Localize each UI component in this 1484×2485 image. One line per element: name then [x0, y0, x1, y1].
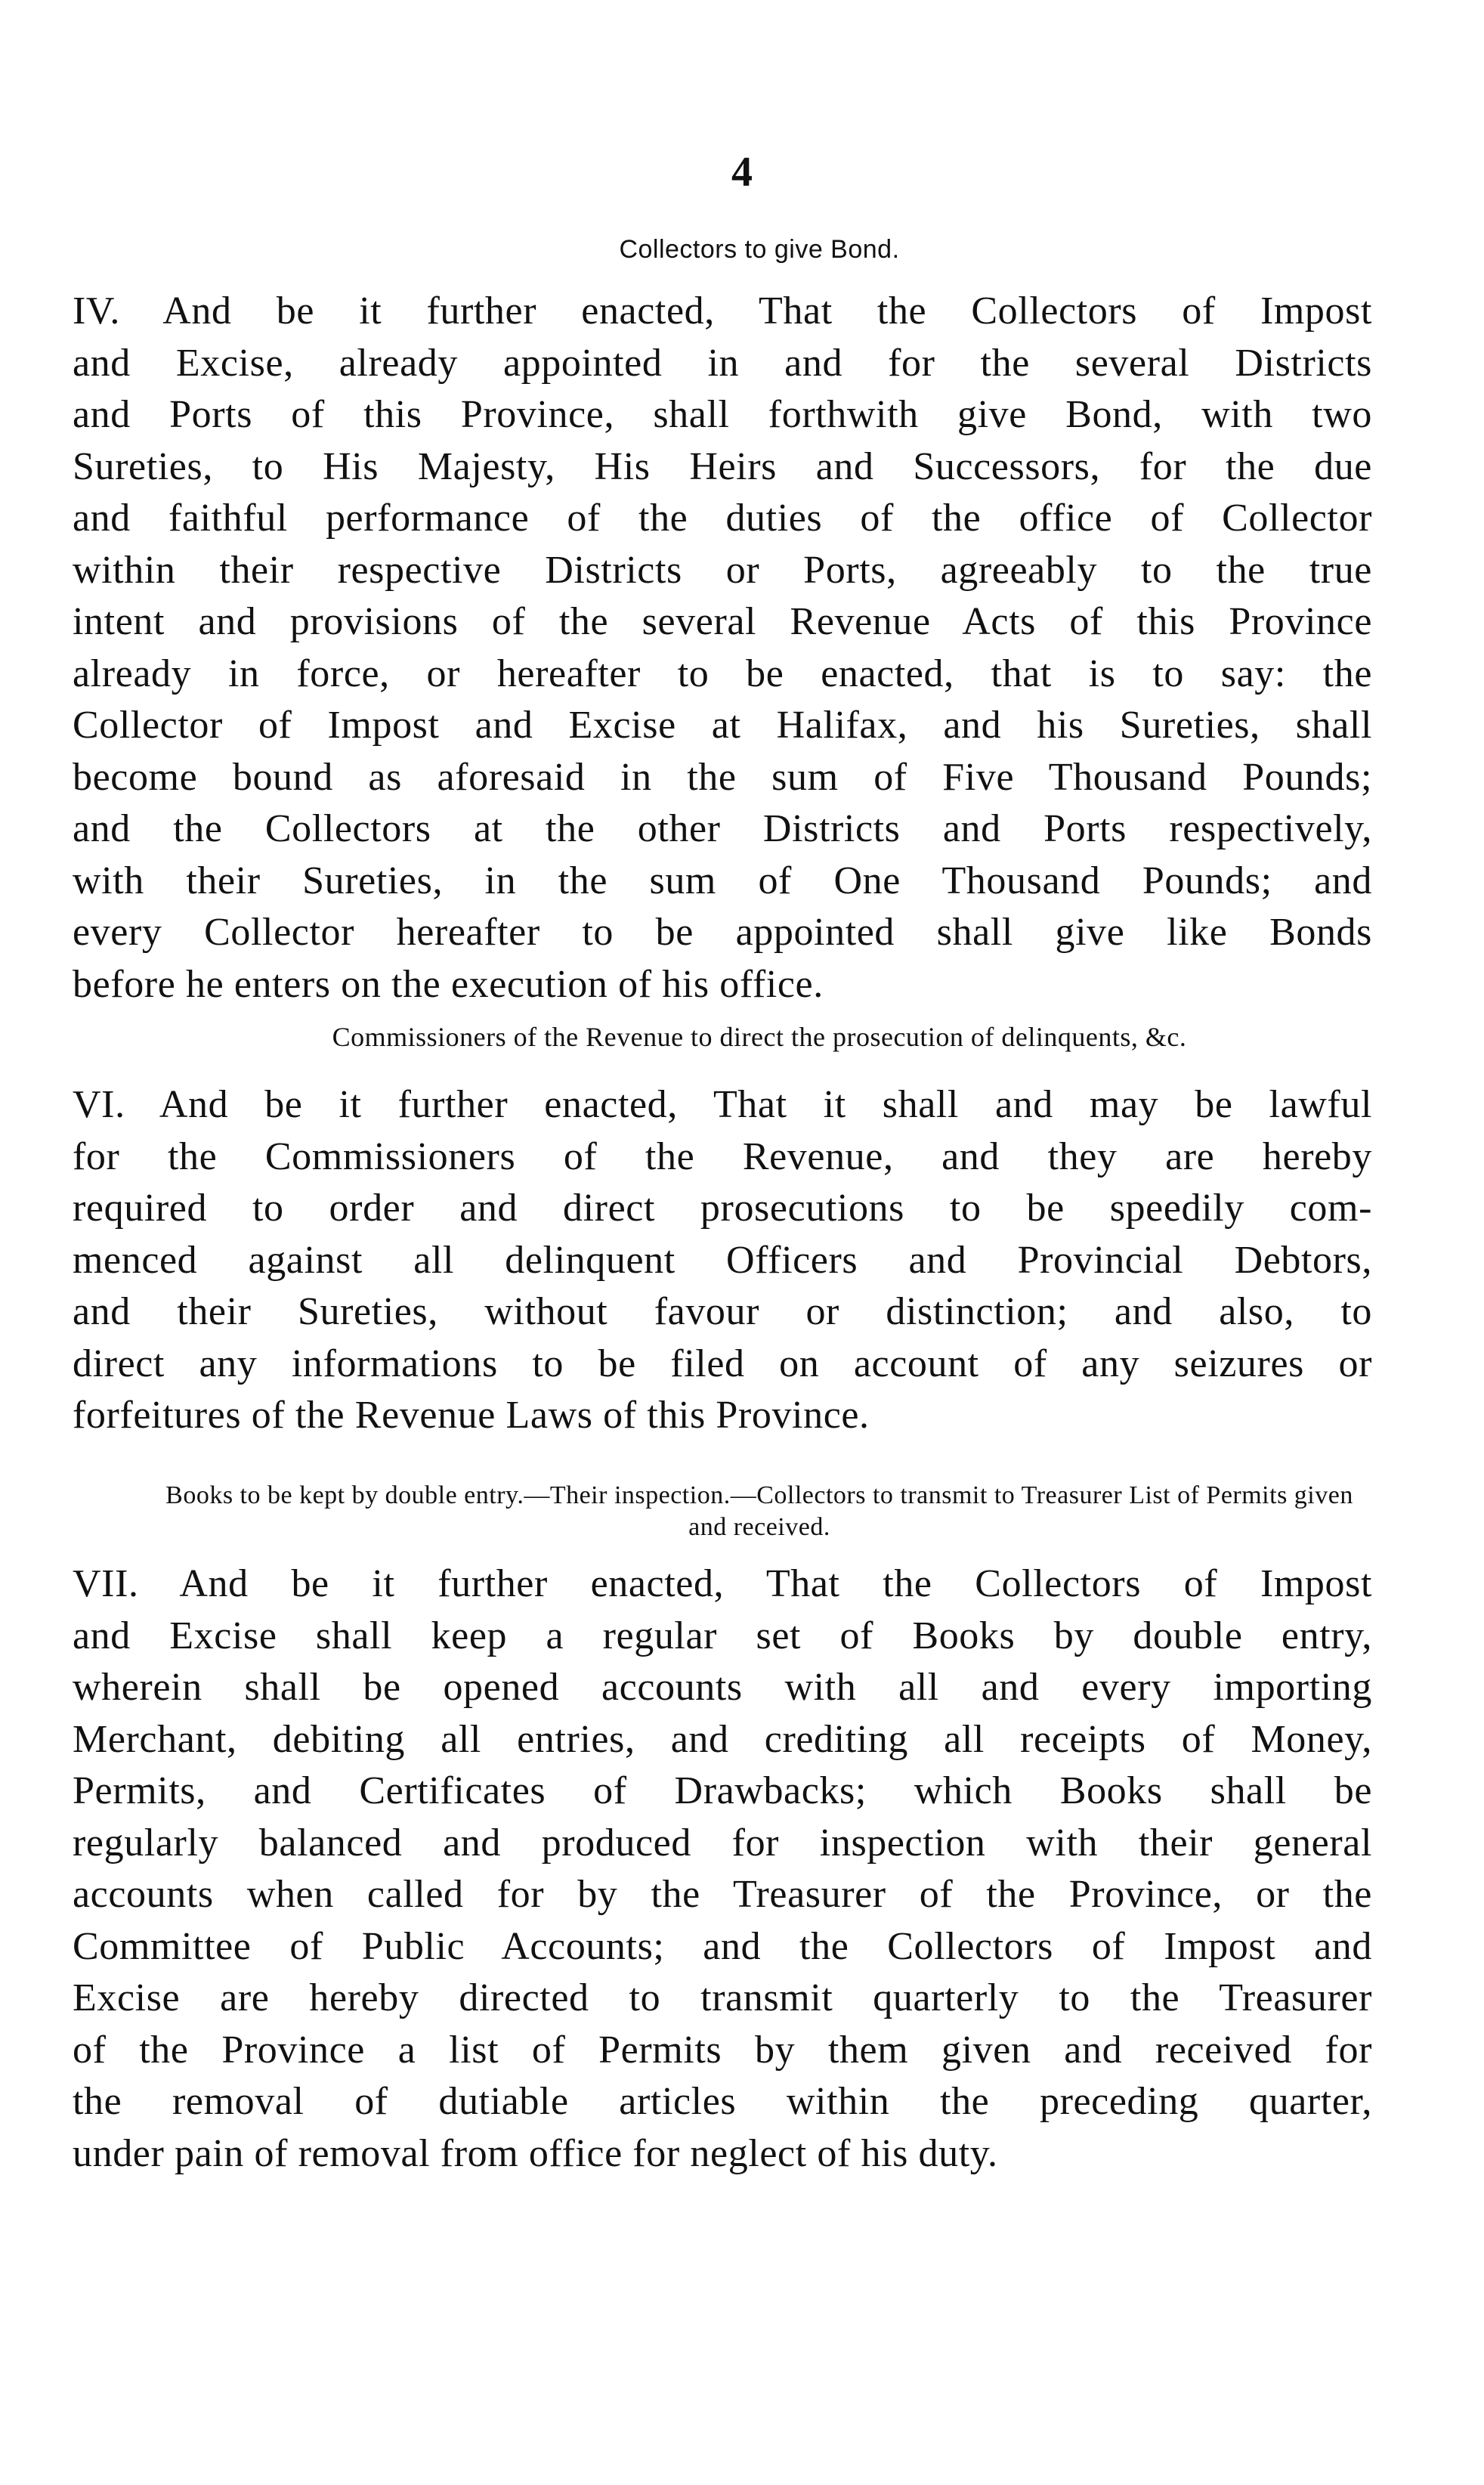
text-line: become bound as aforesaid in the sum of Five Thousand Pounds;	[73, 755, 1372, 799]
text-line: and Ports of this Province, shall forthwith give Bond, with two	[73, 393, 1372, 436]
text-line: menced against all delinquent Officers and Provincial Debtors,	[73, 1238, 1372, 1282]
text-line: and their Sureties, without favour or distinction; and also, to	[73, 1290, 1372, 1333]
text-line: before he enters on the execution of his office.	[73, 962, 824, 1006]
text-line: under pain of removal from office for neglect of his duty.	[73, 2131, 998, 2175]
text-line: the removal of dutiable articles within the preceding quarter,	[73, 2080, 1372, 2123]
text-line: forfeitures of the Revenue Laws of this Province.	[73, 1394, 870, 1437]
section-heading-books-double-entry: Books to be kept by double entry.—Their inspection.—Collectors to transmit to Treasurer List of Permits given and received.	[165, 1481, 1353, 1541]
page-number: 4	[731, 149, 753, 196]
text-line: with their Sureties, in the sum of One Thousand Pounds; and	[73, 859, 1372, 902]
text-line: VII. And be it further enacted, That the Collectors of Impost	[73, 1562, 1372, 1605]
section-heading-commissioners: Commissioners of the Revenue to direct the prosecution of delinquents, &c.	[332, 1022, 1187, 1052]
text-line: Collector of Impost and Excise at Halifax, and his Sureties, shall	[73, 704, 1372, 747]
text-line: Sureties, to His Majesty, His Heirs and Successors, for the due	[73, 444, 1372, 488]
section-heading-collectors-bond: Collectors to give Bond.	[619, 235, 900, 264]
text-line: IV. And be it further enacted, That the Collectors of Impost	[73, 289, 1372, 333]
text-line: Permits, and Certificates of Drawbacks; which Books shall be	[73, 1769, 1372, 1812]
text-line: required to order and direct prosecutions to be speedily com-	[73, 1187, 1372, 1230]
text-line: Committee of Public Accounts; and the Collectors of Impost and	[73, 1924, 1372, 1968]
section-vii-paragraph	[73, 1558, 1372, 2180]
text-line: and the Collectors at the other Districts and Ports respectively,	[73, 807, 1372, 850]
text-line: accounts when called for by the Treasurer of the Province, or the	[73, 1873, 1372, 1916]
text-line: direct any informations to be filed on account of any seizures or	[73, 1342, 1372, 1385]
text-line: of the Province a list of Permits by them given and received for	[73, 2028, 1372, 2072]
text-line: for the Commissioners of the Revenue, and they are hereby	[73, 1134, 1372, 1178]
text-line: and Excise shall keep a regular set of Books by double entry,	[73, 1614, 1372, 1657]
text-line: already in force, or hereafter to be enacted, that is to say: the	[73, 651, 1372, 695]
text-line: and faithful performance of the duties of the office of Collector	[73, 497, 1372, 540]
text-line: regularly balanced and produced for inspection with their general	[73, 1821, 1372, 1865]
section-vi-paragraph	[73, 1079, 1372, 1442]
section-iv-paragraph	[73, 286, 1372, 1010]
text-line: and Excise, already appointed in and for the several Districts	[73, 341, 1372, 385]
text-line: Excise are hereby directed to transmit quarterly to the Treasurer	[73, 1976, 1372, 2019]
text-line: wherein shall be opened accounts with all and every importing	[73, 1666, 1372, 1709]
text-line: every Collector hereafter to be appointed shall give like Bonds	[73, 911, 1372, 954]
text-line: intent and provisions of the several Revenue Acts of this Province	[73, 600, 1372, 643]
text-line: within their respective Districts or Ports, agreeably to the true	[73, 548, 1372, 592]
text-line: VI. And be it further enacted, That it shall and may be lawful	[73, 1083, 1372, 1126]
text-line: Merchant, debiting all entries, and crediting all receipts of Money,	[73, 1717, 1372, 1761]
